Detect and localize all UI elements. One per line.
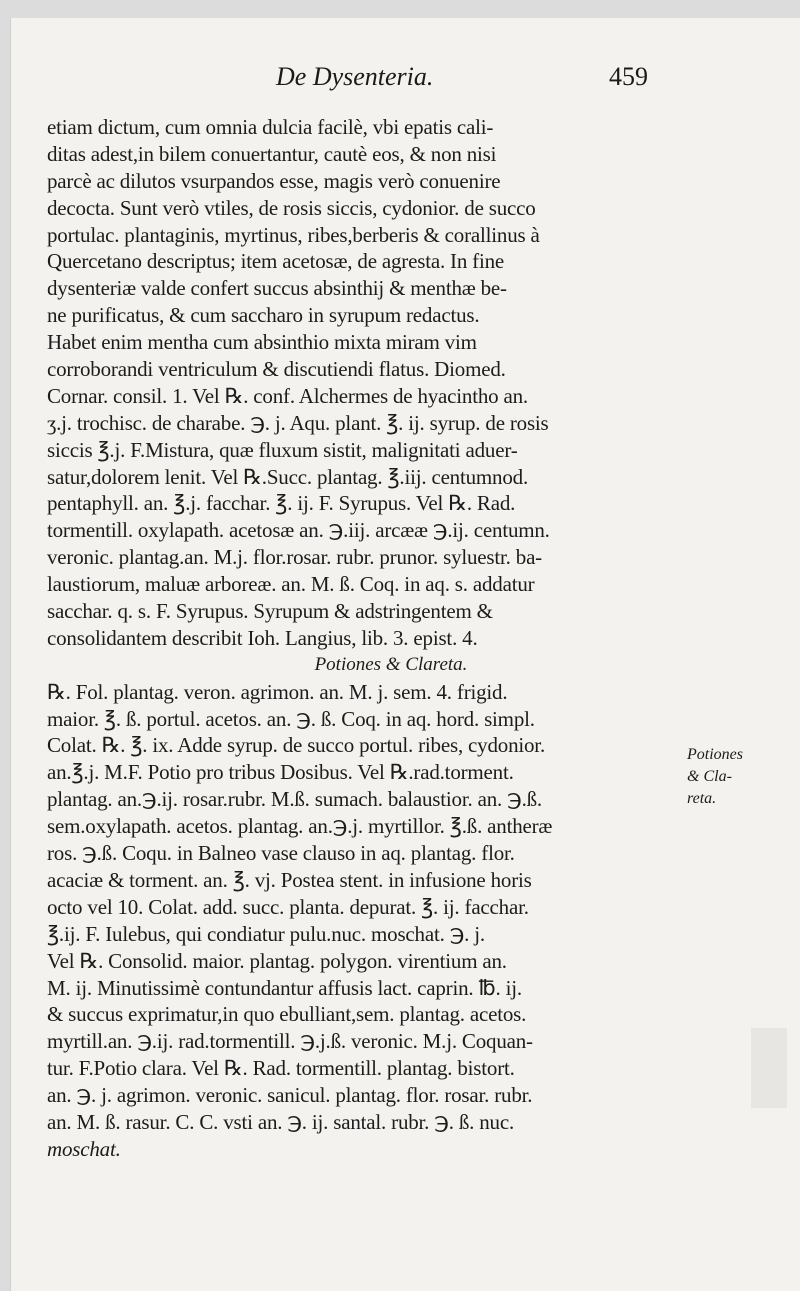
text-line: Colat. ℞. ℥. ix. Adde syrup. de succo portul. ribes, cydonior. [47, 733, 545, 758]
text-line: ros. ℈.ß. Coqu. in Balneo vase clauso in aq. plantag. flor. [47, 841, 515, 866]
text-line: pentaphyll. an. ℥.j. facchar. ℥. ij. F. Syrupus. Vel ℞. Rad. [47, 491, 516, 516]
text-line: corroborandi ventriculum & discutiendi flatus. Diomed. [47, 357, 506, 382]
text-line: moschat. [47, 1136, 121, 1161]
text-line: ditas adest,in bilem conuertantur, cautè eos, & non nisi [47, 141, 497, 166]
text-line: octo vel 10. Colat. add. succ. planta. depurat. ℥. ij. facchar. [47, 894, 529, 919]
page-number: 459 [609, 62, 648, 91]
margin-note-line: reta. [687, 790, 717, 807]
text-line: & succus exprimatur,in quo ebulliant,sem. plantag. acetos. [47, 1002, 527, 1027]
text-line: sem.oxylapath. acetos. plantag. an.℈.j. myrtillor. ℥.ß. antheræ [47, 814, 553, 839]
text-line: an. ℈. j. agrimon. veronic. sanicul. plantag. flor. rosar. rubr. [47, 1083, 533, 1108]
text-line: laustiorum, maluæ arboreæ. an. M. ß. Coq. in aq. s. addatur [47, 572, 535, 597]
text-line: Habet enim mentha cum absinthio mixta miram vim [47, 330, 477, 355]
text-line: ℥.ij. F. Iulebus, qui condiatur pulu.nuc. moschat. ℈. j. [47, 921, 485, 946]
page-header [11, 62, 800, 102]
body-text [47, 114, 695, 1163]
text-line: tur. F.Potio clara. Vel ℞. Rad. tormentill. plantag. bistort. [47, 1056, 515, 1081]
text-line: an.℥.j. M.F. Potio pro tribus Dosibus. Vel ℞.rad.torment. [47, 760, 514, 785]
text-line: tormentill. oxylapath. acetosæ an. ℈.iij. arcææ ℈.ij. centumn. [47, 518, 550, 543]
margin-note-line: Potiones [687, 746, 743, 763]
book-page [10, 18, 800, 1291]
text-line: maior. ℥. ß. portul. acetos. an. ℈. ß. Coq. in aq. hord. simpl. [47, 706, 535, 731]
text-line: etiam dictum, cum omnia dulcia facilè, vbi epatis cali- [47, 115, 494, 139]
section-heading: Potiones & Clareta. [314, 653, 468, 675]
text-line: plantag. an.℈.ij. rosar.rubr. M.ß. sumach. balaustior. an. ℈.ß. [47, 787, 542, 812]
text-line: parcè ac dilutos vsurpandos esse, magis verò conuenire [47, 168, 501, 193]
text-line: M. ij. Minutissimè contundantur affusis lact. caprin. ℔. ij. [47, 975, 522, 1000]
text-line: Cornar. consil. 1. Vel ℞. conf. Alchermes de hyacintho an. [47, 383, 528, 408]
text-line: myrtill.an. ℈.ij. rad.tormentill. ℈.j.ß. veronic. M.j. Coquan- [47, 1029, 533, 1054]
text-line: an. M. ß. rasur. C. C. vsti an. ℈. ij. santal. rubr. ℈. ß. nuc. [47, 1109, 515, 1134]
text-line: ne purificatus, & cum saccharo in syrupum redactus. [47, 303, 480, 328]
margin-note-line: & Cla- [687, 768, 732, 785]
margin-note [687, 744, 797, 810]
text-line: veronic. plantag.an. M.j. flor.rosar. rubr. prunor. syluestr. ba- [47, 545, 542, 570]
running-title: De Dysenteria. [276, 62, 434, 91]
text-line: Vel ℞. Consolid. maior. plantag. polygon. virentium an. [47, 948, 507, 973]
text-line: sacchar. q. s. F. Syrupus. Syrupum & adstringentem & [47, 599, 493, 624]
text-line: dysenteriæ valde confert succus absinthij & menthæ be- [47, 276, 507, 301]
text-line: Quercetano descriptus; item acetosæ, de agresta. In fine [47, 249, 505, 274]
text-line: satur,dolorem lenit. Vel ℞.Succ. plantag. ℥.iij. centumnod. [47, 464, 529, 489]
text-line: decocta. Sunt verò vtiles, de rosis siccis, cydonior. de succo [47, 195, 536, 220]
text-line: acaciæ & torment. an. ℥. vj. Postea stent. in infusione horis [47, 867, 532, 892]
text-line: consolidantem describit Ioh. Langius, lib. 3. epist. 4. [47, 625, 478, 650]
text-line: ℞. Fol. plantag. veron. agrimon. an. M. j. sem. 4. frigid. [47, 679, 508, 704]
ink-bleed-smudge [751, 1028, 787, 1108]
text-line: siccis ℥.j. F.Mistura, quæ fluxum sistit, malignitati aduer- [47, 437, 518, 462]
text-line: ʒ.j. trochisc. de charabe. ℈. j. Aqu. plant. ℥. ij. syrup. de rosis [47, 410, 549, 435]
text-line: portulac. plantaginis, myrtinus, ribes,berberis & corallinus à [47, 222, 540, 247]
